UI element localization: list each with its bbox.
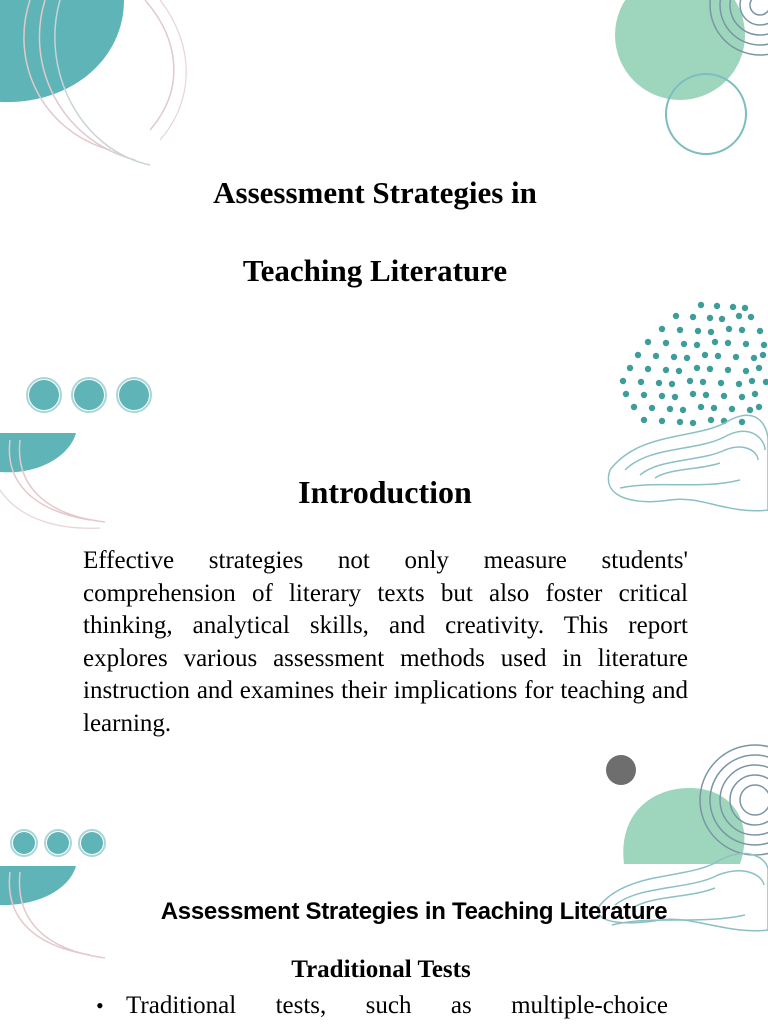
page-title-line-1: Assessment Strategies in bbox=[213, 175, 537, 210]
page-title-line-2: Teaching Literature bbox=[242, 253, 508, 288]
bullet-text: Traditional tests, such as multiple-choice bbox=[126, 992, 668, 1019]
dot-cluster bbox=[620, 302, 768, 426]
section-heading: Assessment Strategies in Teaching Literature bbox=[160, 898, 668, 925]
introduction-heading: Introduction bbox=[298, 474, 472, 510]
introduction-paragraph: Effective strategies not only measure students' comprehension of literary texts but also foster critical thinking, analytical skills, and creativity. This report explores various assessment methods used in literature instruction and examines their implications for teaching and learning. bbox=[83, 547, 688, 737]
bullet-icon: • bbox=[96, 993, 104, 1018]
dots-row-2 bbox=[11, 830, 105, 856]
dots-row-1 bbox=[27, 378, 151, 412]
top-left-ornament bbox=[0, 0, 186, 165]
gray-dot bbox=[606, 755, 636, 785]
subsection-heading: Traditional Tests bbox=[291, 956, 471, 983]
top-right-ornament bbox=[615, 0, 768, 154]
